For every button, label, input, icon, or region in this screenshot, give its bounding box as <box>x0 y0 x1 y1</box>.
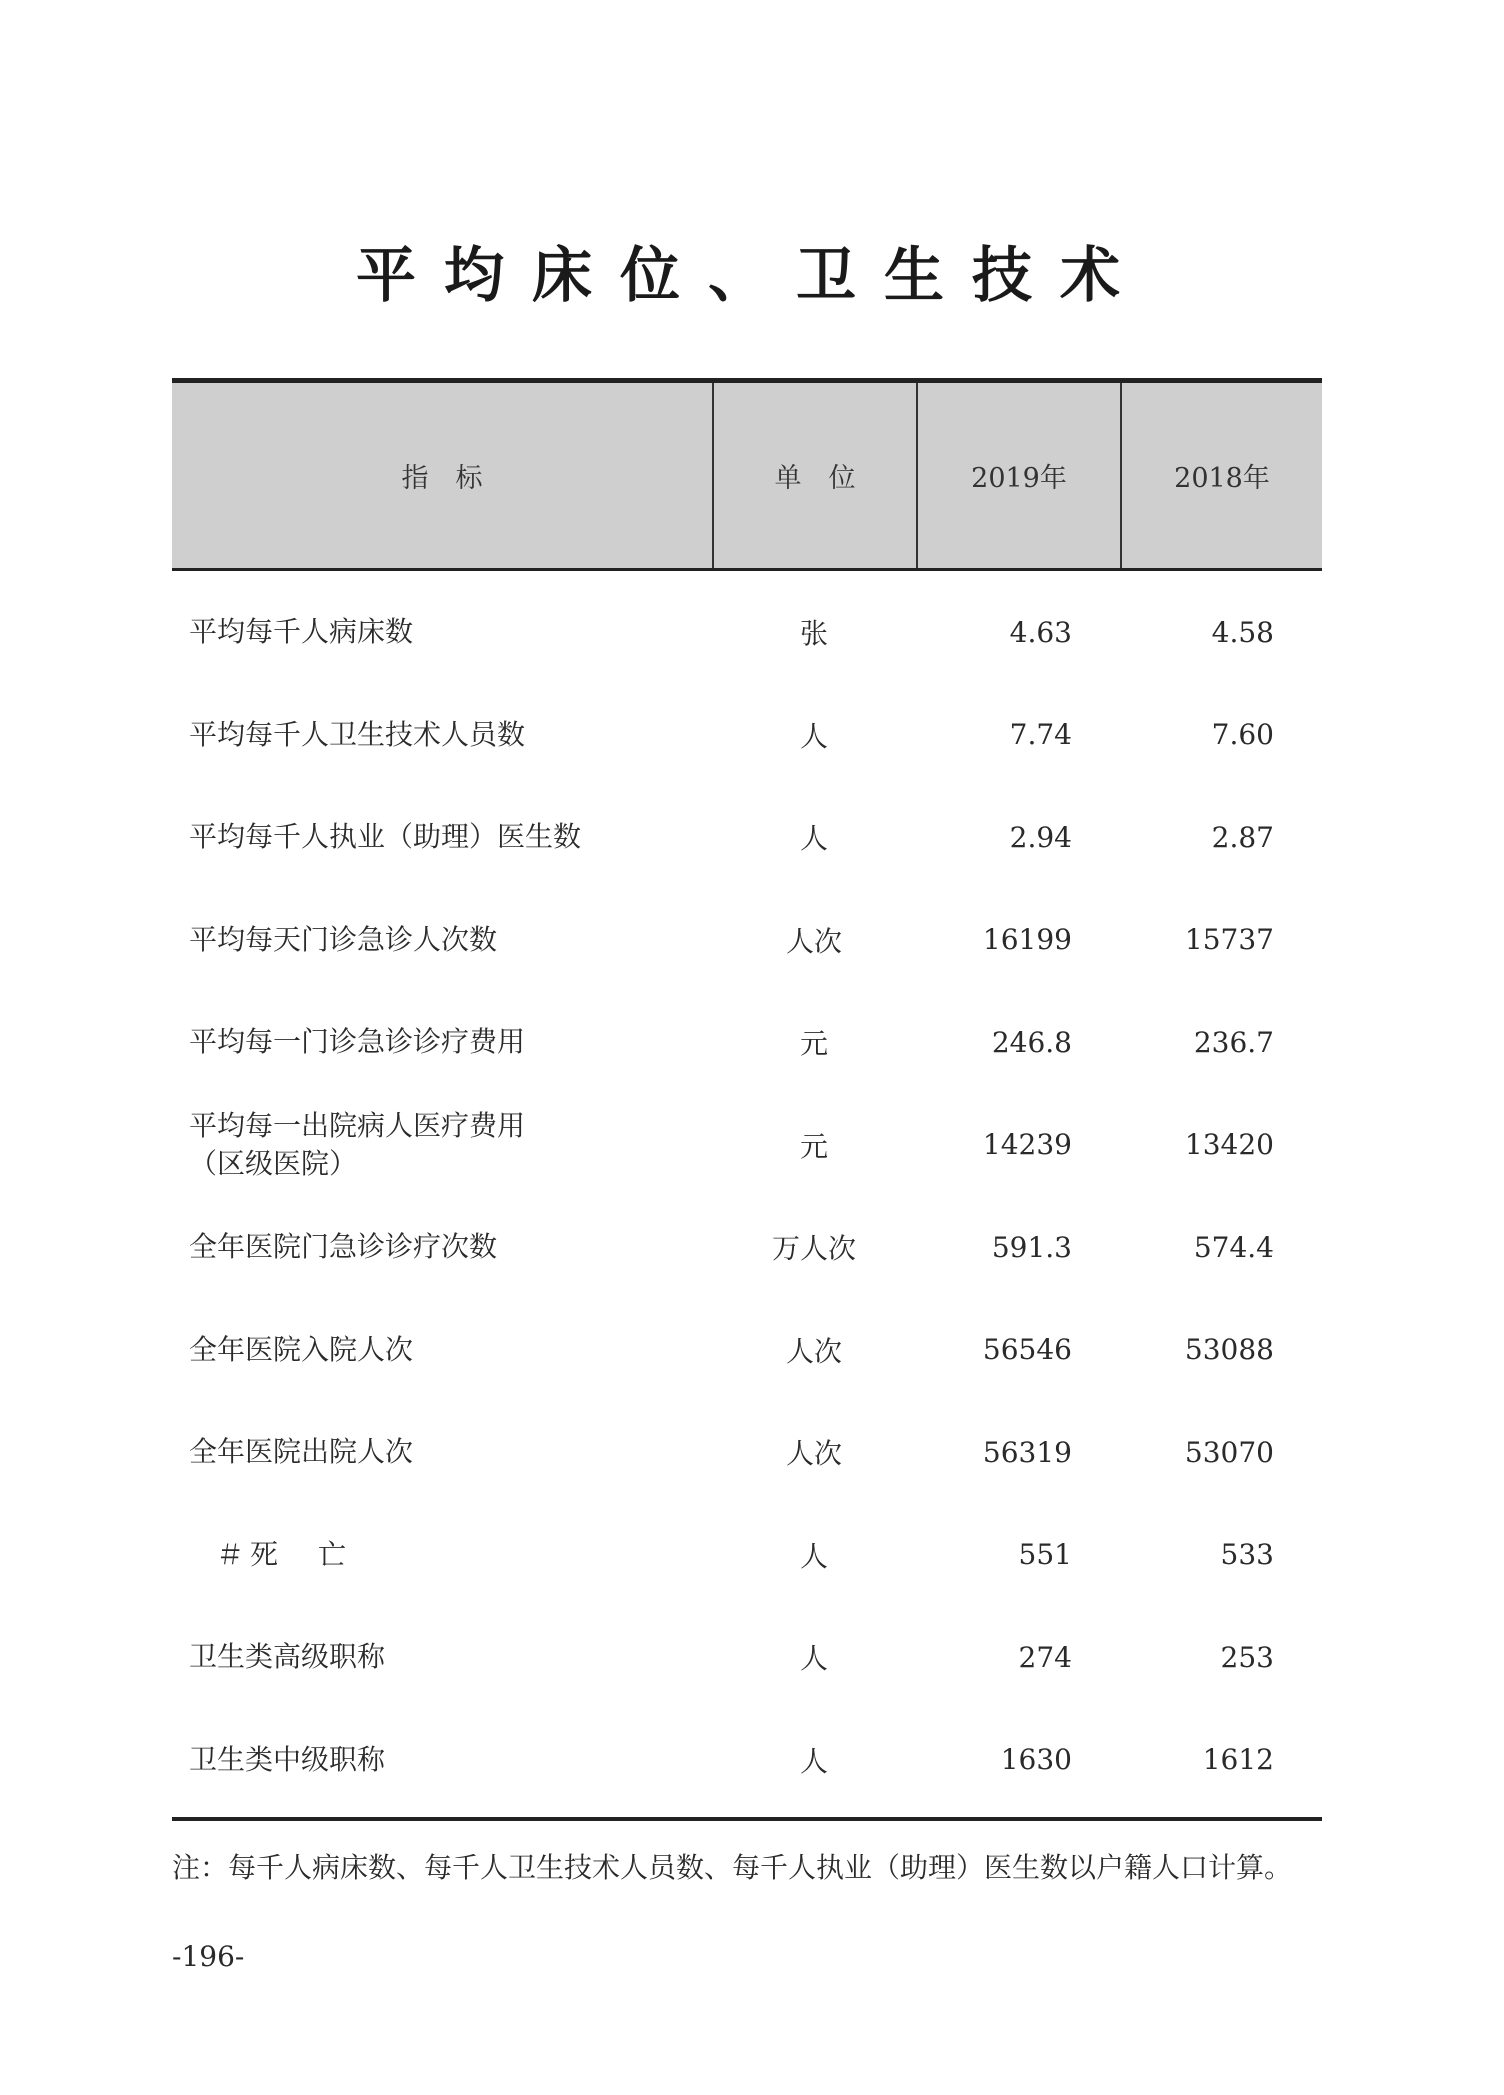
value-2019-cell: 14239 <box>982 1128 1072 1162</box>
page-number: -196- <box>172 1940 245 1973</box>
value-2019-cell: 591.3 <box>991 1230 1072 1264</box>
table-row <box>172 581 1322 684</box>
indicator-cell: 全年医院门急诊诊疗次数 <box>189 1230 498 1264</box>
value-2019-cell: 4.63 <box>1009 615 1072 649</box>
unit-cell: 人 <box>799 719 828 753</box>
indicator-cell: 平均每千人病床数 <box>189 615 414 649</box>
unit-cell: 人次 <box>785 1437 842 1471</box>
header-2019: 2019年 <box>916 383 1120 568</box>
value-2018-cell: 533 <box>1220 1538 1274 1572</box>
indicator-line-1: 平均每一出院病人医疗费用 <box>189 1108 526 1142</box>
table-footnote: 注：每千人病床数、每千人卫生技术人员数、每千人执业（助理）医生数以户籍人口计算。 <box>172 1851 1293 1884</box>
header-2018: 2018年 <box>1120 383 1322 568</box>
unit-cell: 人 <box>799 1744 828 1778</box>
table-body <box>172 571 1322 1811</box>
indicator-cell: 全年医院入院人次 <box>189 1332 414 1366</box>
value-2019-cell: 56319 <box>982 1435 1072 1469</box>
indicator-cell: 平均每千人执业（助理）医生数 <box>189 820 582 854</box>
table-row <box>172 1196 1322 1299</box>
indicator-cell: 平均每一门诊急诊诊疗费用 <box>189 1025 526 1059</box>
unit-cell: 元 <box>799 1129 828 1163</box>
indicator-cell: 卫生类中级职称 <box>189 1742 386 1776</box>
table-row <box>172 1504 1322 1607</box>
value-2019-cell: 16199 <box>982 923 1072 957</box>
unit-cell: 张 <box>799 617 828 651</box>
value-2019-cell: 56546 <box>982 1333 1072 1367</box>
indicator-cell: 平均每千人卫生技术人员数 <box>189 717 526 751</box>
header-unit: 单 位 <box>712 383 916 568</box>
value-2019-cell: 551 <box>1018 1538 1072 1572</box>
value-2019-cell: 274 <box>1018 1640 1072 1674</box>
unit-cell: 人 <box>799 822 828 856</box>
table-row <box>172 1606 1322 1709</box>
value-2018-cell: 13420 <box>1184 1128 1274 1162</box>
table-row <box>172 786 1322 889</box>
indicator-cell: 卫生类高级职称 <box>189 1640 386 1674</box>
unit-cell: 人次 <box>785 924 842 958</box>
value-2019-cell: 2.94 <box>1009 820 1072 854</box>
unit-cell: 人 <box>799 1642 828 1676</box>
value-2018-cell: 53088 <box>1184 1333 1274 1367</box>
header-indicator: 指 标 <box>401 463 483 494</box>
value-2019-cell: 1630 <box>1000 1743 1072 1777</box>
table-row <box>172 1401 1322 1504</box>
indicator-cell <box>172 1107 712 1183</box>
value-2018-cell: 253 <box>1220 1640 1274 1674</box>
value-2019-cell: 246.8 <box>991 1025 1072 1059</box>
unit-cell: 元 <box>799 1027 828 1061</box>
table-bottom-rule <box>172 1817 1322 1821</box>
indicator-cell: 平均每天门诊急诊人次数 <box>189 922 498 956</box>
value-2019-cell: 7.74 <box>1009 718 1072 752</box>
unit-cell: 人 <box>799 1539 828 1573</box>
statistics-table <box>172 378 1322 1821</box>
value-2018-cell: 1612 <box>1202 1743 1274 1777</box>
unit-cell: 万人次 <box>771 1232 856 1266</box>
page-title: 平均床位、卫生技术 <box>356 241 1148 311</box>
indicator-line-2: （区级医院） <box>189 1146 358 1180</box>
table-row <box>172 889 1322 992</box>
value-2018-cell: 53070 <box>1184 1435 1274 1469</box>
table-row <box>172 1299 1322 1402</box>
value-2018-cell: 574.4 <box>1193 1230 1274 1264</box>
table-row <box>172 991 1322 1094</box>
value-2018-cell: 236.7 <box>1193 1025 1274 1059</box>
indicator-cell: 全年医院出院人次 <box>189 1435 414 1469</box>
indicator-cell: ＃死 亡 <box>216 1537 353 1571</box>
table-row <box>172 684 1322 787</box>
unit-cell: 人次 <box>785 1334 842 1368</box>
table-row <box>172 1094 1322 1197</box>
value-2018-cell: 15737 <box>1184 923 1274 957</box>
table-header <box>172 383 1322 571</box>
table-row <box>172 1709 1322 1812</box>
value-2018-cell: 4.58 <box>1211 615 1274 649</box>
value-2018-cell: 7.60 <box>1211 718 1274 752</box>
value-2018-cell: 2.87 <box>1211 820 1274 854</box>
